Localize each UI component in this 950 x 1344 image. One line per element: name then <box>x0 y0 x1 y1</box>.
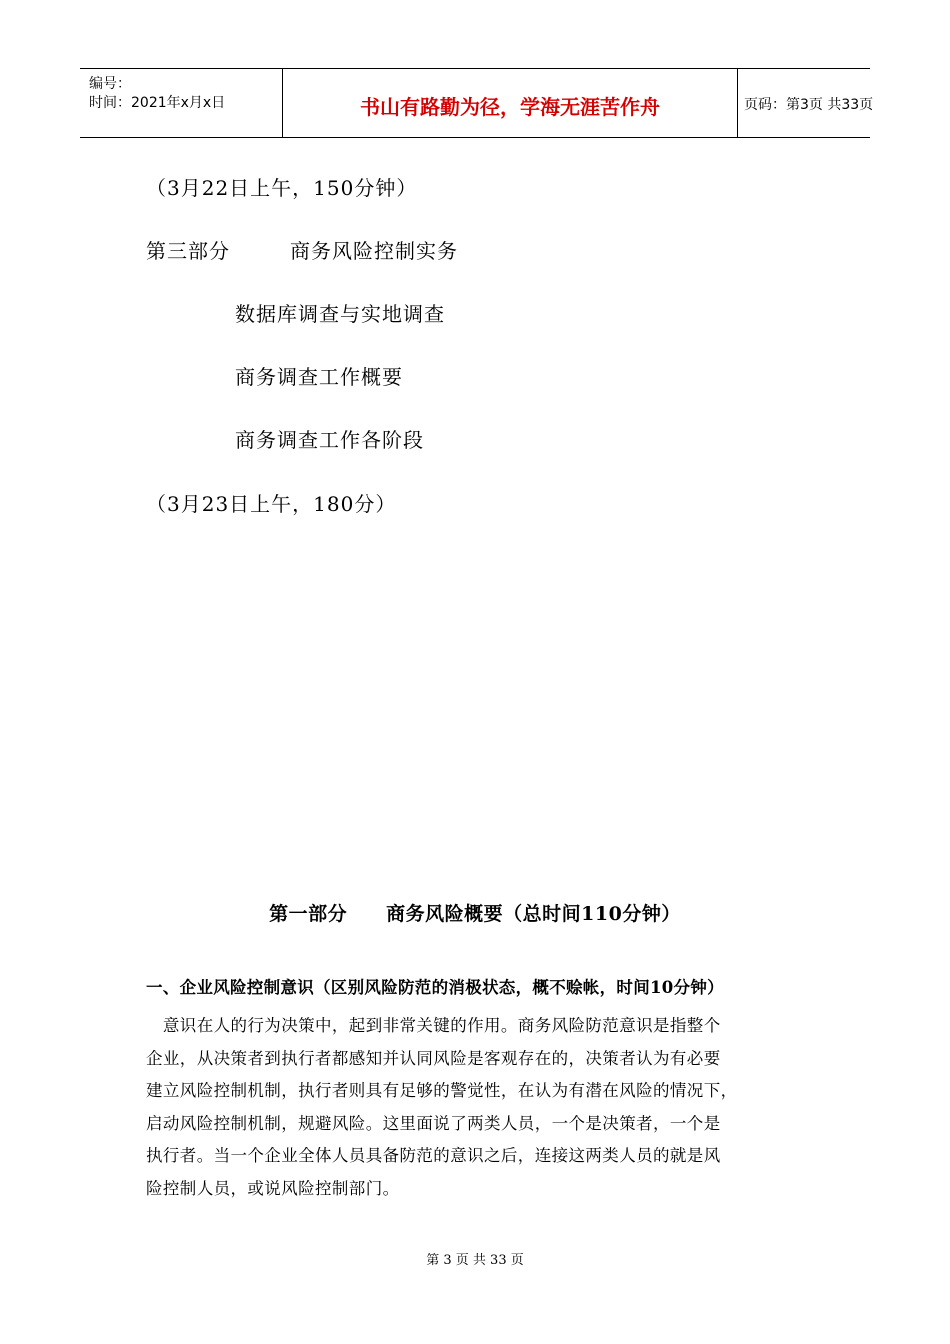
session-two-time: （3月23日上午，180分） <box>146 492 397 516</box>
part-three-label: 第三部分 <box>146 239 230 263</box>
schedule-item: 数据库调查与实地调查 <box>235 302 445 326</box>
schedule-item: 商务调查工作概要 <box>235 365 403 389</box>
paragraph-line: 企业，从决策者到执行者都感知并认同风险是客观存在的，决策者认为有必要 <box>146 1048 721 1068</box>
session-one-time: （3月22日上午，150分钟） <box>146 176 418 200</box>
date-label: 时间：2021年x月x日 <box>89 95 226 111</box>
header-motto: 书山有路勤为径，学海无涯苦作舟 <box>360 95 660 119</box>
page-header <box>80 68 874 138</box>
paragraph-line: 启动风险控制机制，规避风险。这里面说了两类人员，一个是决策者，一个是 <box>146 1113 721 1133</box>
page-footer: 第 3 页 共 33 页 <box>426 1253 524 1268</box>
section-title: 第一部分 商务风险概要（总时间110分钟） <box>269 903 681 925</box>
schedule-item: 商务调查工作各阶段 <box>235 428 424 452</box>
serial-label: 编号： <box>89 76 131 92</box>
header-page-info: 页码：第3页 共33页 <box>744 97 874 113</box>
paragraph-line: 险控制人员，或说风险控制部门。 <box>146 1178 400 1198</box>
body-paragraph <box>146 1010 830 1206</box>
paragraph-line: 意识在人的行为决策中，起到非常关键的作用。商务风险防范意识是指整个 <box>146 1016 721 1035</box>
header-center-cell <box>282 69 738 137</box>
part-three-title: 商务风险控制实务 <box>290 239 458 263</box>
paragraph-line: 执行者。当一个企业全体人员具备防范的意识之后，连接这两类人员的就是风 <box>146 1146 721 1166</box>
paragraph-line: 建立风险控制机制，执行者则具有足够的警觉性，在认为有潜在风险的情况下， <box>146 1081 738 1101</box>
header-right-cell <box>736 69 874 137</box>
section-subtitle: 一、企业风险控制意识（区别风险防范的消极状态，概不赊帐，时间10分钟） <box>146 978 724 997</box>
header-left-cell <box>80 69 282 137</box>
